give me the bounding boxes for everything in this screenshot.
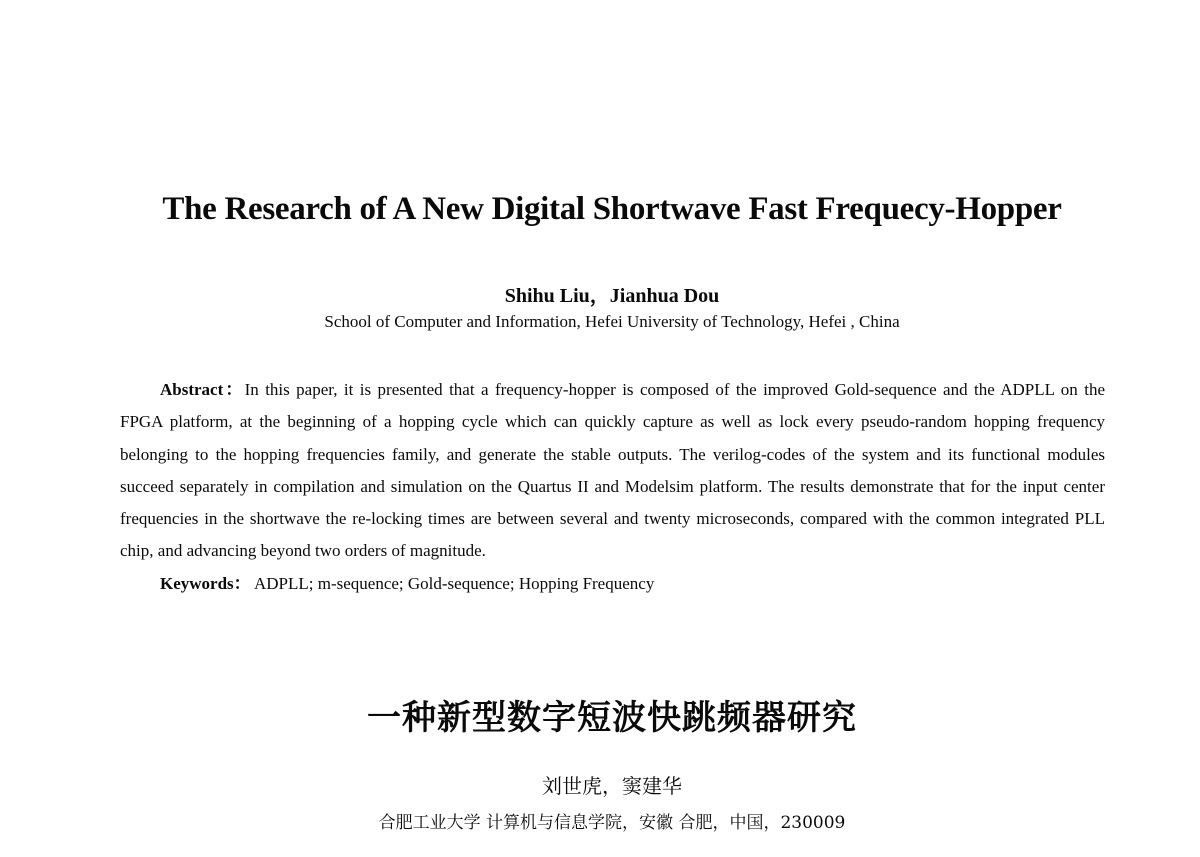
keywords-text: ADPLL; m-sequence; Gold-sequence; Hopping Frequency	[253, 573, 655, 593]
paper-title-cn: 一种新型数字短波快跳频器研究	[367, 698, 857, 738]
authors-en: Shihu Liu，Jianhua Dou	[504, 285, 720, 307]
affiliation-en: School of Computer and Information, Hefei University of Technology, Hefei , China	[324, 312, 900, 331]
affiliation-cn: 合肥工业大学 计算机与信息学院，安徽 合肥，中国，230009	[378, 813, 846, 833]
authors-cn: 刘世虎，窦建华	[542, 774, 682, 798]
keywords-label: Keywords：	[160, 573, 251, 593]
keywords-line	[120, 568, 1105, 600]
abstract-block	[120, 374, 1105, 600]
paper-title-en: The Research of A New Digital Shortwave Fast Frequecy-Hopper	[162, 191, 1062, 227]
abstract-text: In this paper, it is presented that a frequency-hopper is composed of the improved Gold-sequence and the ADPLL on the FPGA platform, at the beginning of a hopping cycle which can quickly capture as well as lock every pseudo-random hopping frequency belonging to the hopping frequencies family, and generate the stable outputs. The verilog-codes of the system and its functional modules succeed separately in compilation and simulation on the Quartus II and Modelsim platform. The results demonstrate that for the input center frequencies in the shortwave the re-locking times are between several and twenty microseconds, compared with the common integrated PLL chip, and advancing beyond two orders of magnitude.	[120, 380, 1105, 561]
abstract-paragraph	[120, 374, 1105, 568]
abstract-label: Abstract：	[160, 380, 245, 399]
